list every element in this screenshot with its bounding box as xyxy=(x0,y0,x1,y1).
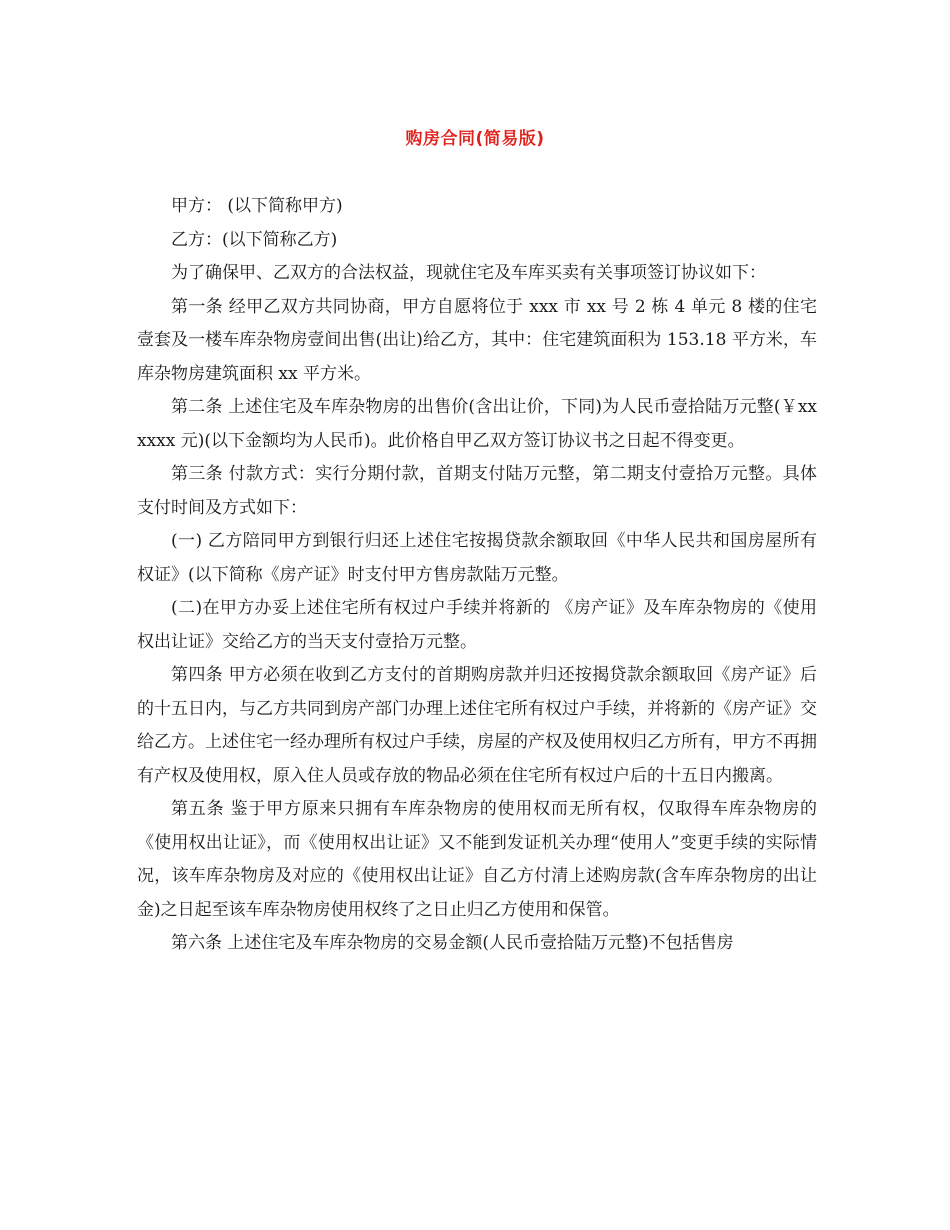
article-4-paragraph: 第四条 甲方必须在收到乙方支付的首期购房款并归还按揭贷款余额取回《房产证》后的十五日内，与乙方共同到房产部门办理上述住宅所有权过户手续，并将新的《房产证》交给乙方。上述住宅一经办理所有权过户手续，房屋的产权及使用权归乙方所有，甲方不再拥有产权及使用权，原入住人员或存放的物品必须在住宅所有权过户后的十五日内搬离。 xyxy=(137,665,817,786)
document-body xyxy=(137,190,817,961)
preamble-paragraph: 为了确保甲、乙双方的合法权益，现就住宅及车库买卖有关事项签订协议如下： xyxy=(171,263,766,283)
article-5-paragraph: 第五条 鉴于甲方原来只拥有车库杂物房的使用权而无所有权，仅取得车库杂物房的《使用权出让证》，而《使用权出让证》又不能到发证机关办理“使用人”变更手续的实际情况，该车库杂物房及对应的《使用权出让证》自乙方付清上述购房款(含车库杂物房的出让金)之日起至该车库杂物房使用权终了之日止归乙方使用和保管。 xyxy=(137,799,817,920)
article-2-paragraph: 第二条 上述住宅及车库杂物房的出售价(含出让价，下同)为人民币壹拾陆万元整(￥xxxxxx 元)(以下金额均为人民币)。此价格自甲乙双方签订协议书之日起不得变更。 xyxy=(137,397,817,451)
article-3-item-2-paragraph: (二)在甲方办妥上述住宅所有权过户手续并将新的 《房产证》及车库杂物房的《使用权出让证》交给乙方的当天支付壹拾万元整。 xyxy=(137,598,817,652)
party-a-line: 甲方： (以下简称甲方) xyxy=(171,196,343,216)
article-6-paragraph: 第六条 上述住宅及车库杂物房的交易金额(人民币壹拾陆万元整)不包括售房 xyxy=(171,933,734,953)
article-3-paragraph: 第三条 付款方式：实行分期付款，首期支付陆万元整，第二期支付壹拾万元整。具体支付时间及方式如下： xyxy=(137,464,817,518)
article-3-item-1-paragraph: (一) 乙方陪同甲方到银行归还上述住宅按揭贷款余额取回《中华人民共和国房屋所有权证》(以下简称《房产证》时支付甲方售房款陆万元整。 xyxy=(137,531,817,585)
document-title: 购房合同(简易版) xyxy=(405,129,545,149)
party-b-line: 乙方：(以下简称乙方) xyxy=(171,229,338,250)
article-1-paragraph: 第一条 经甲乙双方共同协商，甲方自愿将位于 xxx 市 xx 号 2 栋 4 单元 8 楼的住宅壹套及一楼车库杂物房壹间出售(出让)给乙方，其中：住宅建筑面积为 153.18 平方米，车库杂物房建筑面积 xx 平方米。 xyxy=(137,296,817,384)
